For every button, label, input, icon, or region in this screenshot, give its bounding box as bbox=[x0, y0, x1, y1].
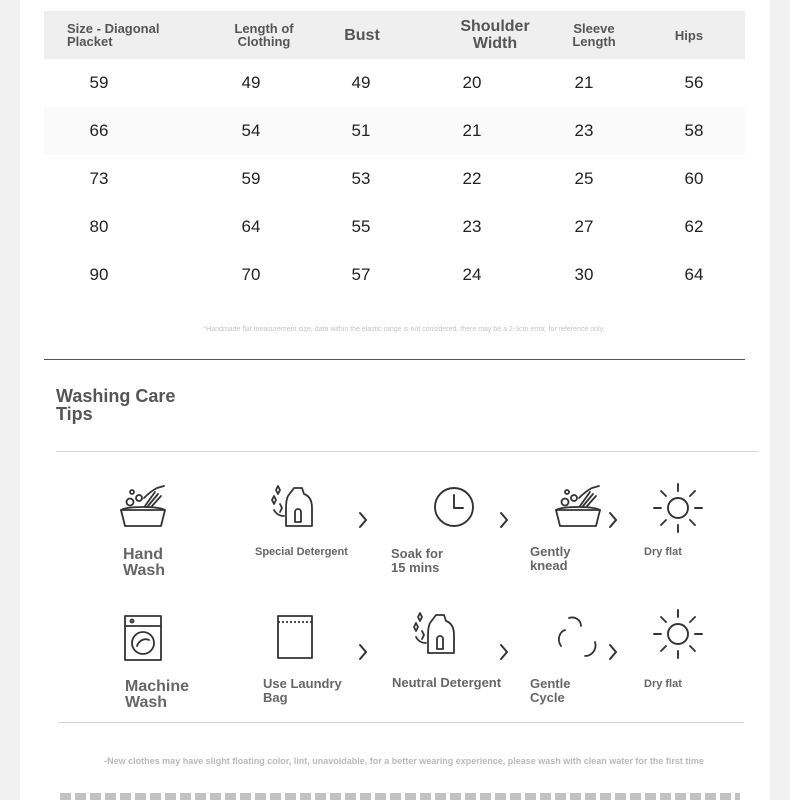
cropped-text-line bbox=[60, 793, 740, 800]
sun-icon bbox=[651, 481, 705, 535]
table-cell: 49 bbox=[241, 73, 261, 92]
header-shoulder-width: Shoulder Width bbox=[460, 18, 530, 52]
table-cell: 20 bbox=[462, 73, 482, 92]
table-cell: 73 bbox=[89, 169, 109, 188]
table-cell: 23 bbox=[462, 217, 482, 236]
table-cell: 64 bbox=[241, 217, 261, 236]
care-label: Hand Wash bbox=[123, 546, 166, 579]
table-cell: 27 bbox=[574, 217, 594, 236]
care-divider-bottom bbox=[58, 722, 744, 723]
table-cell: 30 bbox=[574, 265, 594, 284]
header-length: Length of Clothing bbox=[234, 21, 294, 49]
table-cell: 64 bbox=[684, 265, 704, 284]
sun-icon bbox=[651, 607, 705, 661]
section-divider bbox=[44, 359, 745, 360]
table-cell: 21 bbox=[574, 73, 594, 92]
table-row bbox=[44, 251, 745, 299]
table-cell: 21 bbox=[462, 121, 482, 140]
care-label: Special Detergent bbox=[255, 546, 348, 558]
hand-wash-basin-icon bbox=[118, 484, 168, 530]
chevron-right-icon bbox=[607, 511, 619, 529]
neutral-detergent-bottle-icon bbox=[410, 611, 458, 657]
table-row bbox=[44, 155, 745, 203]
table-cell: 22 bbox=[462, 169, 482, 188]
table-cell: 55 bbox=[351, 217, 371, 236]
header-hips: Hips bbox=[674, 27, 704, 43]
table-row bbox=[44, 203, 745, 251]
table-cell: 90 bbox=[89, 265, 109, 284]
size-table-header bbox=[44, 11, 745, 59]
care-label: Gentle Cycle bbox=[530, 676, 571, 705]
chevron-right-icon bbox=[607, 643, 619, 661]
laundry-bag-icon bbox=[276, 614, 314, 660]
washing-care-title: Washing Care Tips bbox=[56, 386, 176, 424]
table-cell: 58 bbox=[684, 121, 704, 140]
table-cell: 49 bbox=[351, 73, 371, 92]
table-cell: 23 bbox=[574, 121, 594, 140]
care-label: Use Laundry Bag bbox=[263, 676, 342, 705]
chevron-right-icon bbox=[498, 643, 510, 661]
table-cell: 66 bbox=[89, 121, 109, 140]
size-table bbox=[44, 11, 745, 299]
care-label: Neutral Detergent bbox=[392, 675, 502, 690]
table-cell: 56 bbox=[684, 73, 704, 92]
chevron-right-icon bbox=[357, 643, 369, 661]
table-cell: 80 bbox=[89, 217, 109, 236]
chevron-right-icon bbox=[357, 511, 369, 529]
gentle-cycle-icon bbox=[555, 614, 601, 660]
care-label: Machine Wash bbox=[125, 678, 190, 711]
header-size: Size - Diagonal Placket bbox=[67, 21, 160, 49]
header-bust: Bust bbox=[344, 26, 380, 44]
table-cell: 57 bbox=[351, 265, 371, 284]
washing-machine-icon bbox=[123, 614, 163, 662]
table-cell: 70 bbox=[241, 265, 261, 284]
chevron-right-icon bbox=[498, 511, 510, 529]
measurement-note: *Handmade flat measurement size, data within the elastic range is not considered, there may be a 2-3cm error, for reference only. bbox=[203, 326, 605, 333]
washing-note: -New clothes may have slight floating color, lint, unavoidable, for a better wearing experience, please wash with clean water for the first time bbox=[104, 756, 704, 766]
table-cell: 60 bbox=[684, 169, 704, 188]
gently-knead-basin-icon bbox=[553, 484, 603, 530]
care-label: Soak for 15 mins bbox=[391, 546, 444, 575]
clock-icon bbox=[432, 485, 476, 529]
product-info-page bbox=[20, 0, 770, 800]
table-cell: 59 bbox=[89, 73, 109, 92]
care-label: Gently knead bbox=[530, 544, 571, 573]
table-cell: 25 bbox=[574, 169, 594, 188]
table-cell: 24 bbox=[462, 265, 482, 284]
table-cell: 54 bbox=[241, 121, 261, 140]
table-row bbox=[44, 59, 745, 107]
care-label: Dry flat bbox=[644, 678, 682, 690]
table-cell: 59 bbox=[241, 169, 261, 188]
table-cell: 53 bbox=[351, 169, 371, 188]
care-divider-top bbox=[56, 451, 758, 452]
header-sleeve-length: Sleeve Length bbox=[572, 21, 616, 49]
table-cell: 51 bbox=[351, 121, 371, 140]
table-cell: 62 bbox=[684, 217, 704, 236]
care-label: Dry flat bbox=[644, 546, 682, 558]
table-row bbox=[44, 107, 745, 155]
special-detergent-bottle-icon bbox=[268, 484, 316, 530]
